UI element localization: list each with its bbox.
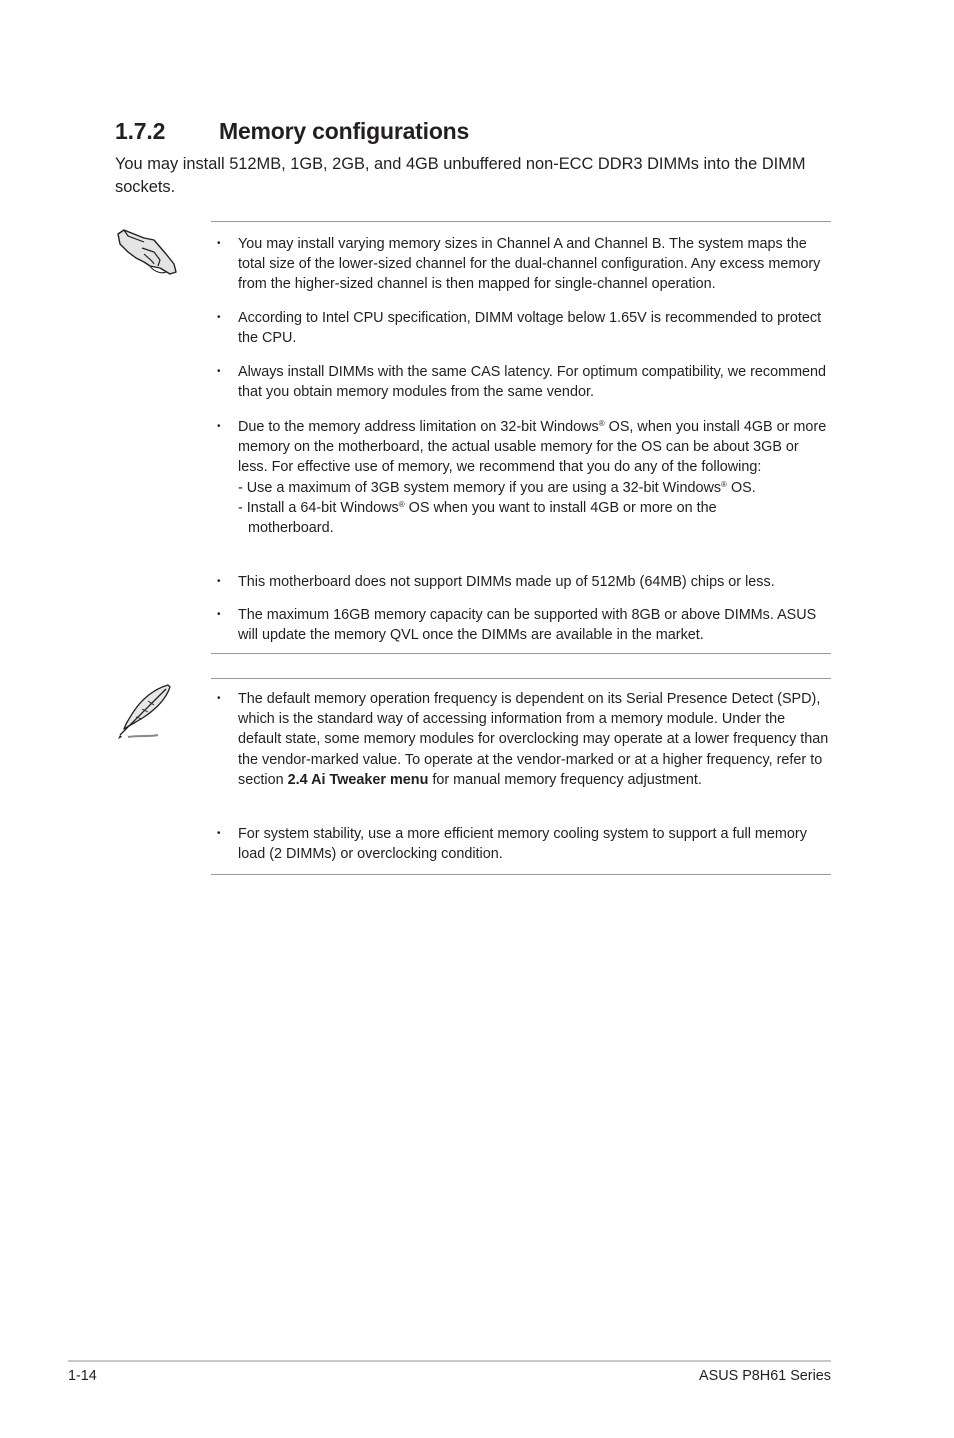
intro-paragraph: You may install 512MB, 1GB, 2GB, and 4GB unbuffered non-ECC DDR3 DIMMs into the DIMM sockets.: [115, 155, 806, 196]
caution-subitem: - Install a 64-bit Windows® OS when you want to install 4GB or more on the: [238, 499, 717, 516]
caution-item-text: According to Intel CPU specification, DIMM voltage below 1.65V is recommended to protect the CPU.: [238, 310, 822, 347]
caution-item-text: Always install DIMMs with the same CAS latency. For optimum compatibility, we recommend that you obtain memory modules from the same vendor.: [238, 364, 827, 401]
caution-subitem-continued: motherboard.: [248, 520, 334, 537]
bullet: •: [217, 693, 221, 704]
section-heading: [115, 118, 469, 145]
caution-item: [211, 605, 831, 645]
caution-item: [211, 362, 831, 402]
caution-item: [211, 417, 831, 538]
note-item: [211, 824, 831, 864]
bullet: •: [217, 312, 221, 323]
note-item: [211, 689, 831, 790]
caution-item: [211, 308, 831, 348]
caution-item-text: Due to the memory address limitation on 32-bit Windows® OS, when you install 4GB or more memory on the motherboard, the actual usable memory for the OS can be about 3GB or less. For effective use of memory, we recommend that you do any of the following:: [238, 419, 827, 476]
hand-icon: [114, 226, 180, 276]
feather-pen-icon: [114, 683, 174, 741]
note-item-text: For system stability, use a more efficient memory cooling system to support a full memory load (2 DIMMs) or overclocking condition.: [238, 826, 807, 863]
bullet: •: [217, 828, 221, 839]
caution-box: [211, 221, 831, 654]
caution-subitem: - Use a maximum of 3GB system memory if you are using a 32-bit Windows® OS.: [238, 479, 756, 496]
page-number: 1-14: [68, 1368, 97, 1384]
bullet: •: [217, 238, 221, 249]
note-box: [211, 678, 831, 875]
caution-item: [211, 234, 831, 295]
bullet: •: [217, 366, 221, 377]
bullet: •: [217, 421, 221, 432]
product-name: ASUS P8H61 Series: [699, 1368, 831, 1384]
caution-item-text: You may install varying memory sizes in Channel A and Channel B. The system maps the total size of the lower-sized channel for the dual-channel configuration. Any excess memory from the higher-sized channel is then mapped for single-channel operation.: [238, 236, 821, 293]
footer-rule: [68, 1360, 831, 1362]
caution-item: [211, 572, 831, 592]
note-item-text: The default memory operation frequency is dependent on its Serial Presence Detect (SPD), which is the standard way of accessing information from a memory module. Under the default state, some memory modules for overclocking may operate at a lower frequency than the vendor-marked value. To operate at the vendor-marked or at a higher frequency, refer to section 2.4 Ai Tweaker menu for manual memory frequency adjustment.: [238, 691, 829, 788]
bullet: •: [217, 576, 221, 587]
section-reference: 2.4 Ai Tweaker menu: [287, 771, 429, 788]
section-title: Memory configurations: [219, 118, 470, 144]
caution-item-text: The maximum 16GB memory capacity can be supported with 8GB or above DIMMs. ASUS will update the memory QVL once the DIMMs are available in the market.: [238, 607, 817, 644]
caution-item-text: This motherboard does not support DIMMs made up of 512Mb (64MB) chips or less.: [238, 574, 775, 590]
bullet: •: [217, 609, 221, 620]
section-number: 1.7.2: [115, 118, 166, 144]
